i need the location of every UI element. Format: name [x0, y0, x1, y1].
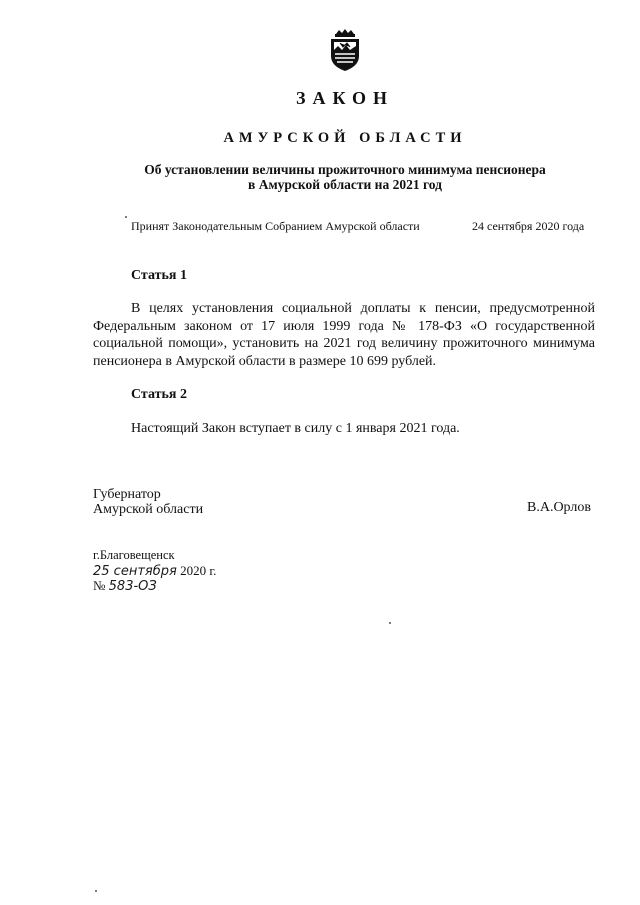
- adoption-text: Принят Законодательным Собранием Амурской области: [131, 219, 420, 233]
- law-subject: [100, 162, 590, 192]
- law-number-prefix: №: [93, 578, 106, 593]
- signatory-position: [93, 487, 203, 517]
- region-heading: АМУРСКОЙ ОБЛАСТИ: [223, 130, 467, 146]
- handwritten-law-number: 583-ОЗ: [108, 579, 157, 594]
- document-title: ЗАКОН: [295, 88, 395, 108]
- adoption-date: 24 сентября 2020 года: [472, 219, 585, 233]
- signatory-name: В.А.Орлов: [527, 500, 591, 515]
- amur-region-coat-of-arms-icon: [327, 28, 363, 72]
- article-2-text: Настоящий Закон вступает в силу с 1 января 2021 года.: [131, 421, 460, 436]
- signatory-position-line-1: Губернатор: [93, 487, 161, 502]
- article-1-text: В целях установления социальной доплаты к пенсии, предусмотренной Федеральным законом от 17 июля 1999 года № 178-ФЗ «О государственной социальной помощи», установить на 2021 год величину прожиточного минимума пенсионера в Амурской области в размере 10 699 рублей.: [93, 301, 595, 369]
- scan-speck: [125, 216, 127, 218]
- signatory-position-line-2: Амурской области: [93, 502, 204, 517]
- signing-place: г.Благовещенск: [93, 548, 175, 562]
- law-number: [93, 578, 157, 594]
- article-2-heading: Статья 2: [131, 387, 187, 402]
- signing-date-year: 2020 г.: [180, 563, 217, 578]
- law-subject-line-1: Об установлении величины прожиточного минимума пенсионера: [144, 162, 546, 177]
- law-subject-line-2: в Амурской области на 2021 год: [248, 177, 442, 192]
- scan-speck: [389, 622, 391, 624]
- scan-speck: [95, 890, 97, 892]
- article-1-heading: Статья 1: [131, 268, 187, 283]
- handwritten-date: 25 сентября: [93, 564, 177, 579]
- signing-date: [93, 563, 216, 579]
